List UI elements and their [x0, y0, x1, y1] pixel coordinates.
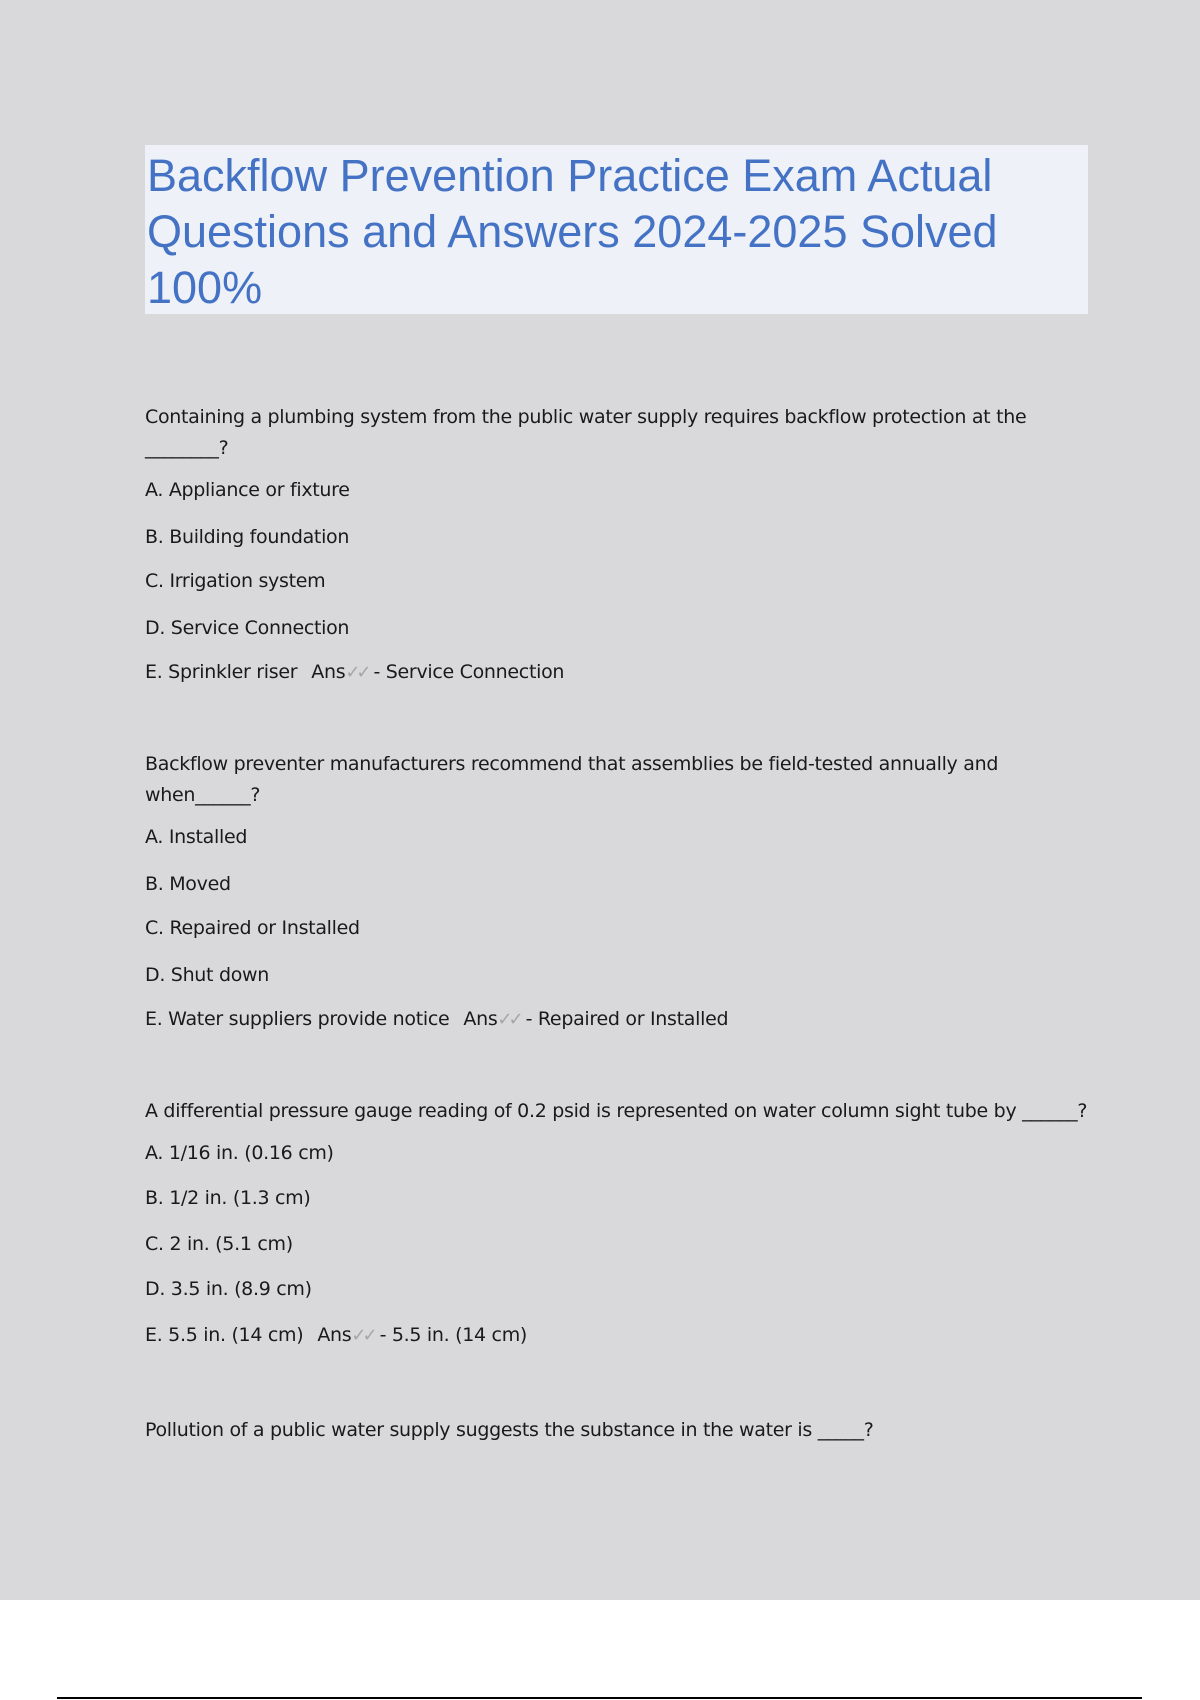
option-c: C. Irrigation system: [145, 570, 326, 592]
option-b: B. 1/2 in. (1.3 cm): [145, 1187, 311, 1209]
answer-text: - 5.5 in. (14 cm): [379, 1324, 528, 1346]
question-3: [145, 1096, 1088, 1346]
question-stem: A differential pressure gauge reading of 0.2 psid is represented on water column sight tube by ______?: [145, 1100, 1088, 1122]
ans-label: Ans: [317, 1324, 352, 1346]
answer-text: - Service Connection: [373, 661, 565, 683]
option-d: D. Shut down: [145, 964, 270, 986]
option-a: A. 1/16 in. (0.16 cm): [145, 1142, 334, 1164]
question-2: [145, 749, 1075, 1030]
option-d: D. Service Connection: [145, 617, 350, 639]
double-check-icon: ✓✓: [345, 662, 368, 683]
question-stem: Containing a plumbing system from the public water supply requires backflow protection at the ________?: [145, 406, 1027, 459]
document-title: Backflow Prevention Practice Exam Actual Questions and Answers 2024-2025 Solved 100%: [147, 150, 998, 313]
option-e: E. 5.5 in. (14 cm): [145, 1324, 304, 1346]
question-1: [145, 402, 1075, 683]
double-check-icon: ✓✓: [497, 1009, 520, 1030]
option-e-with-answer: [145, 661, 564, 683]
option-e-with-answer: [145, 1008, 728, 1030]
answer-line: [311, 661, 564, 683]
option-e: E. Water suppliers provide notice: [145, 1008, 450, 1030]
question-4: [145, 1415, 1075, 1446]
answer-line: [463, 1008, 728, 1030]
bottom-divider: [57, 1697, 1142, 1699]
option-c: C. 2 in. (5.1 cm): [145, 1233, 293, 1255]
option-e: E. Sprinkler riser: [145, 661, 298, 683]
answer-line: [317, 1324, 527, 1346]
double-check-icon: ✓✓: [351, 1325, 374, 1346]
option-a: A. Installed: [145, 826, 248, 848]
answer-text: - Repaired or Installed: [525, 1008, 729, 1030]
option-d: D. 3.5 in. (8.9 cm): [145, 1278, 312, 1300]
option-e-with-answer: [145, 1324, 527, 1346]
question-stem: Backflow preventer manufacturers recommend that assemblies be field-tested annually and when______?: [145, 753, 999, 806]
option-c: C. Repaired or Installed: [145, 917, 360, 939]
title-box: [145, 145, 1088, 314]
option-b: B. Building foundation: [145, 526, 350, 548]
ans-label: Ans: [463, 1008, 498, 1030]
option-a: A. Appliance or fixture: [145, 479, 350, 501]
question-stem: Pollution of a public water supply suggests the substance in the water is _____?: [145, 1419, 874, 1441]
ans-label: Ans: [311, 661, 346, 683]
option-b: B. Moved: [145, 873, 231, 895]
